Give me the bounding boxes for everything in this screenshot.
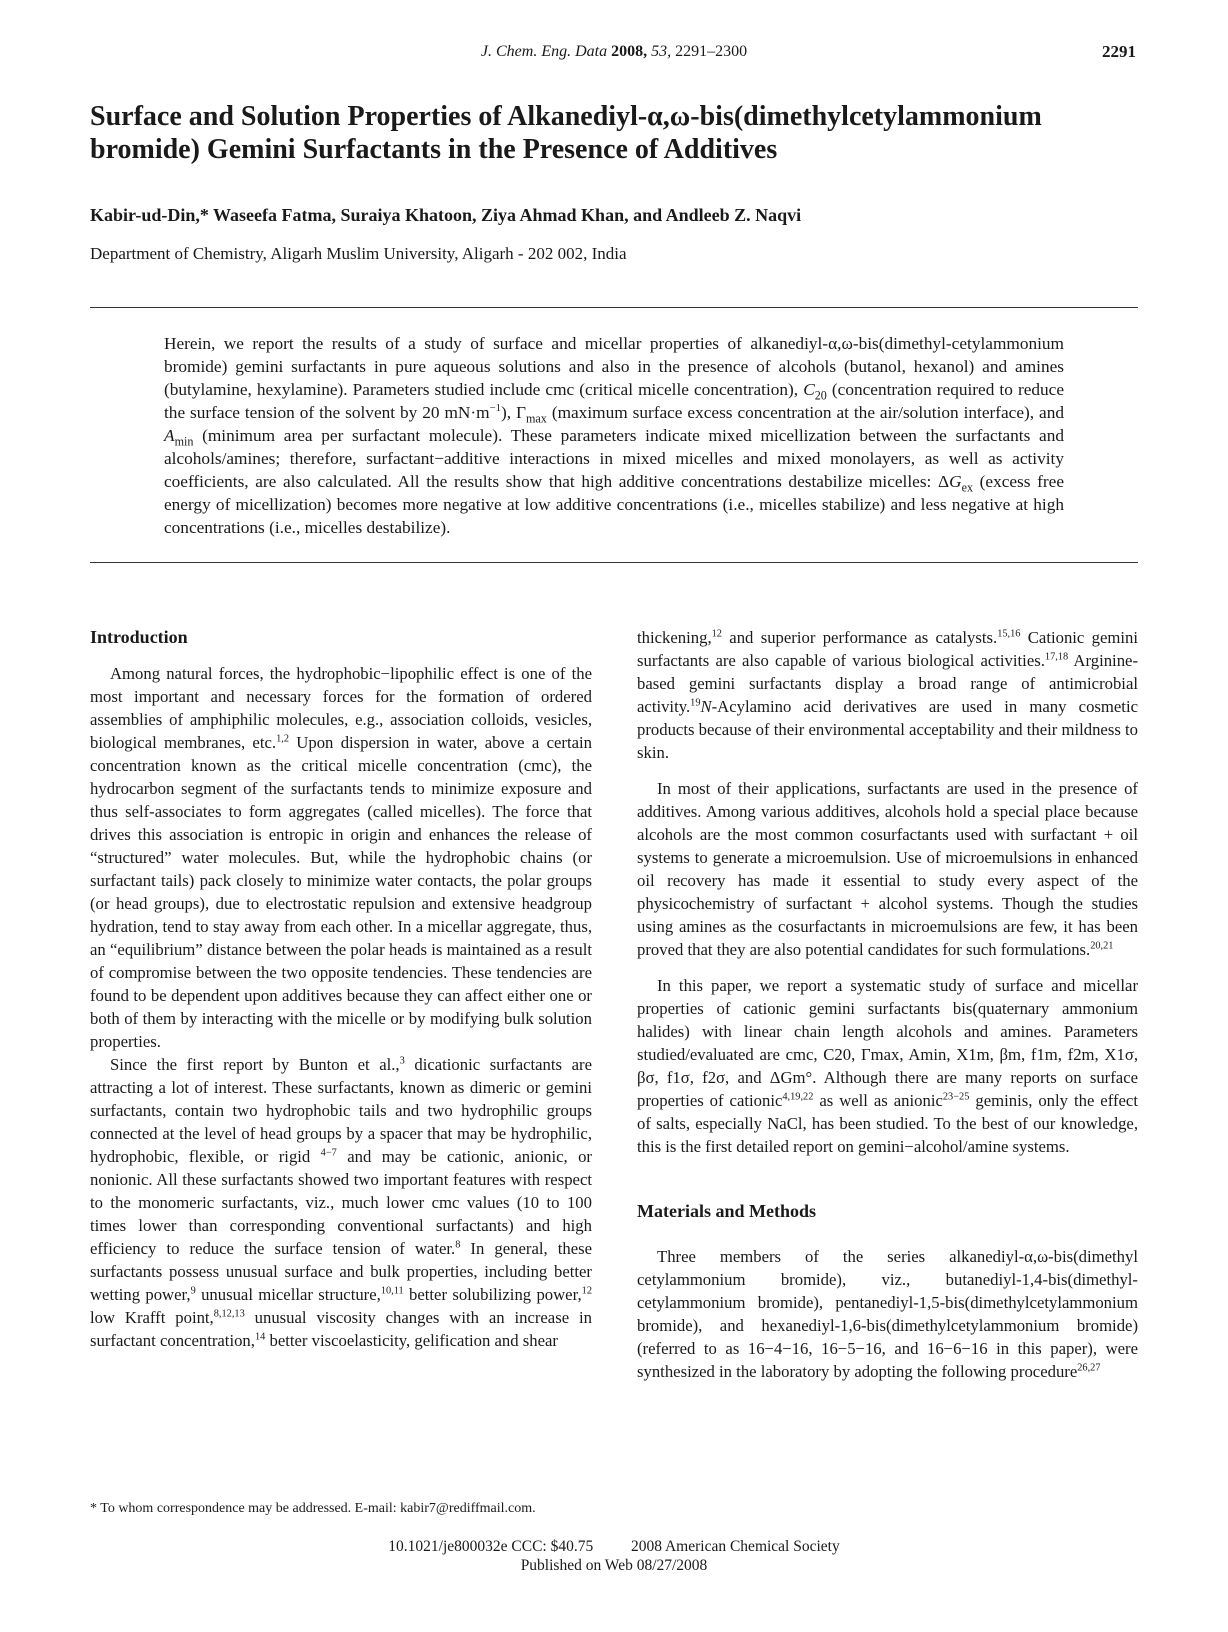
journal-year: 2008, (611, 43, 648, 60)
left-column (90, 626, 592, 1352)
correspondence-footnote: * To whom correspondence may be addressed. E-mail: kabir7@rediffmail.com. (90, 1501, 536, 1516)
journal-pages: 2291–2300 (675, 43, 748, 60)
journal-volume: 53, (651, 43, 672, 60)
journal-name: J. Chem. Eng. Data (480, 43, 608, 60)
intro-paragraph-2: Since the first report by Bunton et al.,$^3$ dicationic surfactants are attracting a lot of interest. These surfactants, known as dimeric or gemini surfactants, contain two hydrophobic tails and two hydrophilic groups connected at the level of head groups by a spacer that may be hydrophilic, hydrophobic, flexible, or rigid $^{4-7}$ and may be cationic, anionic, or nonionic. All these surfactants showed two important features with respect to the monomeric surfactants, viz., much lower cmc values (10 to 100 times lower than corresponding conventional surfactants) and high efficiency to reduce the surface tension of water.$^8$ In general, these surfactants possess unusual surface and bulk properties, including better wetting power,$^9$ unusual micellar structure,$^{10,11}$ better solubilizing power,$^{12}$ low Krafft point,$^{8,12,13}$ unusual viscosity changes with an increase in surfactant concentration,$^{14}$ better viscoelasticity, gelification and shear (90, 1055, 592, 1350)
right-paragraph-1: thickening,$^{12}$ and superior performance as catalysts.$^{15,16}$ Cationic gemini surfactants are also capable of various biological activities.$^{17,18}$ Arginine-based gemini surfactants display a broad range of antimicrobial activity.$^{19}$N-Acylamino acid derivatives are used in many cosmetic products because of their environmental acceptability and their mildness to skin. (637, 628, 1139, 762)
author-list: Kabir-ud-Din,* Waseefa Fatma, Suraiya Khatoon, Ziya Ahmad Khan, and Andleeb Z. Naqvi (90, 205, 802, 225)
materials-methods-heading: Materials and Methods (637, 1201, 816, 1221)
intro-paragraph-1: Among natural forces, the hydrophobic−lipophilic effect is one of the most important and necessary forces for the formation of ordered assemblies of amphiphilic molecules, e.g., association colloids, vesicles, biological membranes, etc.$^{1,2}$ Upon dispersion in water, above a certain concentration known as the critical micelle concentration (cmc), the hydrocarbon segment of the surfactants tends to minimize exposure and thus self-associates to form aggregates (called micelles). The force that drives this association is entropic in origin and enhances the release of “structured” water molecules. But, while the hydrophobic chains (or surfactant tails) pack closely to minimize water contacts, the polar groups (or head groups), due to electrostatic repulsion and extensive headgroup hydration, tend to stay away from each other. In a micellar aggregate, thus, an “equilibrium” distance between the polar heads is maintained as a result of compromise between the two opposite tendencies. These tendencies are found to be dependent upon additives because they can affect either one or both of them by interacting with the micelle or by modifying bulk solution properties. (90, 664, 592, 1051)
journal-citation (0, 43, 1228, 61)
right-paragraph-3: In this paper, we report a systematic study of surface and micellar properties of cationic gemini surfactants bis(quaternary ammonium halides) with linear chain length alcohols and amines. Parameters studied/evaluated are cmc, C20, Γmax, Amin, X1m, βm, f1m, f2m, X1σ, βσ, f1σ, f2σ, and ΔGm°. Although there are many reports on surface properties of cationic$^{4,19,22}$ as well as anionic$^{23-25}$ geminis, only the effect of salts, especially NaCl, has been studied. To the best of our knowledge, this is the first detailed report on gemini−alcohol/amine systems. (637, 976, 1139, 1156)
right-column (637, 626, 1138, 1383)
introduction-heading: Introduction (90, 627, 188, 647)
affiliation: Department of Chemistry, Aligarh Muslim University, Aligarh - 202 002, India (90, 244, 627, 263)
abstract-bottom-rule (90, 562, 1138, 563)
abstract-top-rule (90, 307, 1138, 308)
parameter-list: C20, Γmax, Amin, X1m, βm, f1m, f2m, X1σ, βσ, f1σ, f2σ, and ΔGm° (637, 1045, 1138, 1087)
published-date: Published on Web 08/27/2008 (520, 1557, 708, 1574)
footer-line-1 (0, 1537, 1228, 1556)
copyright-text: 2008 American Chemical Society (630, 1538, 840, 1555)
abstract: Herein, we report the results of a study of surface and micellar properties of alkanediyl-α,ω-bis(dimethyl-cetylammonium bromide) gemini surfactants in pure aqueous solutions and also in the presence of alcohols (butanol, hexanol) and amines (butylamine, hexylamine). Parameters studied include cmc (critical micelle concentration), $C_{20}$ (concentration required to reduce the surface tension of the solvent by 20 $mN\cdot m^{-1}$), $\Gamma_{max}$ (maximum surface excess concentration at the air/solution interface), and $A_{min}$ (minimum area per surfactant molecule). These parameters indicate mixed micellization between the surfactants and alcohols/amines; therefore, surfactant−additive interactions in mixed micelles and mixed monolayers, as well as activity coefficients, are also calculated. All the results show that high additive concentrations destabilize micelles: $\Delta G_{ex}$ (excess free energy of micellization) becomes more negative at low additive concentrations (i.e., micelles stabilize) and less negative at high concentrations (i.e., micelles destabilize). (164, 334, 1064, 537)
page-number: 2291 (1102, 42, 1136, 61)
article-title: Surface and Solution Properties of Alkanediyl-α,ω-bis(dimethylcetylammonium bromide) Gemini Surfactants in the Presence of Additives (90, 101, 1042, 165)
right-paragraph-2: In most of their applications, surfactants are used in the presence of additives. Among various additives, alcohols hold a special place because alcohols are the most common cosurfactants used with surfactant + oil systems to generate a microemulsion. Use of microemulsions in enhanced oil recovery has made it essential to study every aspect of the physicochemistry of surfactant + alcohol systems. Though the studies using amines as the cosurfactants in microemulsions are few, it has been proved that they are also potential candidates for such formulations.$^{20,21}$ (637, 779, 1138, 959)
methods-paragraph-1: Three members of the series alkanediyl-α,ω-bis(dimethyl cetylammonium bromide), viz., butanediyl-1,4-bis(dimethyl-cetylammonium bromide), pentanediyl-1,5-bis(dimethylcetylammonium bromide), and hexanediyl-1,6-bis(dimethylcetylammonium bromide) (referred to as 16−4−16, 16−5−16, and 16−6−16 in this paper), were synthesized in the laboratory by adopting the following procedure$^{26,27}$ (637, 1247, 1138, 1381)
doi-text: 10.1021/je800032e CCC: $40.75 (388, 1538, 594, 1555)
page-footer (0, 1537, 1228, 1575)
